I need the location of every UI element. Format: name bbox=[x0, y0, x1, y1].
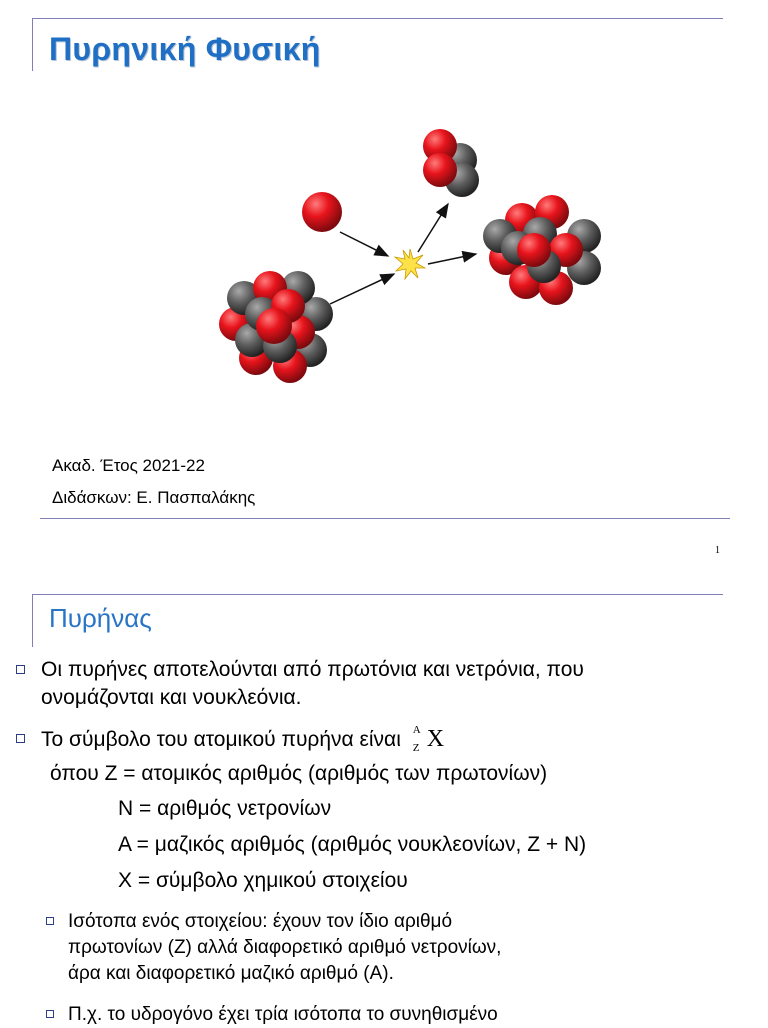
bullet-text: Π.χ. το υδρογόνο έχει τρία ισότοπα το συνηθισμένο bbox=[68, 1004, 498, 1025]
symbol-mass-number: A bbox=[412, 724, 421, 736]
target-nucleus bbox=[219, 271, 333, 383]
slide-title: Πυρήνας bbox=[49, 603, 152, 633]
arrow-target-nucleus bbox=[330, 274, 394, 304]
subbullet-isotopes bbox=[46, 909, 501, 987]
bullet-composition bbox=[16, 656, 584, 712]
large-fragment-nucleus bbox=[483, 195, 601, 305]
symbol-element: X bbox=[426, 726, 445, 752]
divider bbox=[40, 518, 730, 519]
title-bar bbox=[32, 594, 723, 647]
bullet-text: πρωτονίων (Z) αλλά διαφορετικό αριθμό νετρονίων, bbox=[68, 937, 502, 958]
bullet-text: Οι πυρήνες αποτελούνται από πρωτόνια και νετρόνια, που bbox=[41, 658, 584, 681]
bullet-square-icon bbox=[16, 734, 25, 743]
reaction-arrows bbox=[330, 204, 476, 304]
instructor: Διδάσκων: Ε. Πασπαλάκης bbox=[52, 488, 256, 507]
bullet-text: Ισότοπα ενός στοιχείου: έχουν τον ίδιο αριθμό bbox=[68, 911, 453, 932]
page-number: 1 bbox=[715, 545, 720, 556]
arrow-incoming-neutron bbox=[340, 232, 388, 256]
definition-z: όπου Z = ατομικός αριθμός (αριθμός των πρωτονίων) bbox=[50, 762, 548, 785]
bullet-text: ονομάζονται και νουκλεόνια. bbox=[41, 686, 302, 709]
symbol-atomic-number: Z bbox=[412, 742, 420, 754]
bullet-square-icon bbox=[16, 665, 25, 674]
nuclear-fission-illustration bbox=[200, 118, 620, 398]
academic-year: Ακαδ. Έτος 2021-22 bbox=[52, 456, 205, 475]
title-bar bbox=[32, 18, 723, 71]
nuclide-symbol bbox=[413, 726, 444, 752]
arrow-small-fragment bbox=[418, 204, 448, 252]
definition-n: N = αριθμός νετρονίων bbox=[118, 797, 332, 820]
bullet-square-icon bbox=[46, 1010, 54, 1018]
definition-x: X = σύμβολο χημικού στοιχείου bbox=[118, 869, 408, 892]
bullet-square-icon bbox=[46, 917, 54, 925]
arrow-large-fragment bbox=[428, 254, 476, 264]
fission-flash-icon bbox=[395, 249, 425, 279]
incoming-particle bbox=[302, 192, 342, 232]
subbullet-hydrogen bbox=[46, 1002, 498, 1028]
slide-title: Πυρηνική Φυσική bbox=[49, 31, 321, 67]
bullet-text: Το σύμβολο του ατομικού πυρήνα είναι bbox=[41, 728, 401, 751]
small-fragment-nucleus bbox=[423, 129, 479, 197]
slide-nucleus bbox=[0, 575, 768, 1024]
definition-a: A = μαζικός αριθμός (αριθμός νουκλεονίων, Z + N) bbox=[118, 833, 587, 856]
bullet-symbol bbox=[16, 725, 444, 754]
bullet-text: άρα και διαφορετικό μαζικό αριθμό (A). bbox=[68, 963, 394, 984]
